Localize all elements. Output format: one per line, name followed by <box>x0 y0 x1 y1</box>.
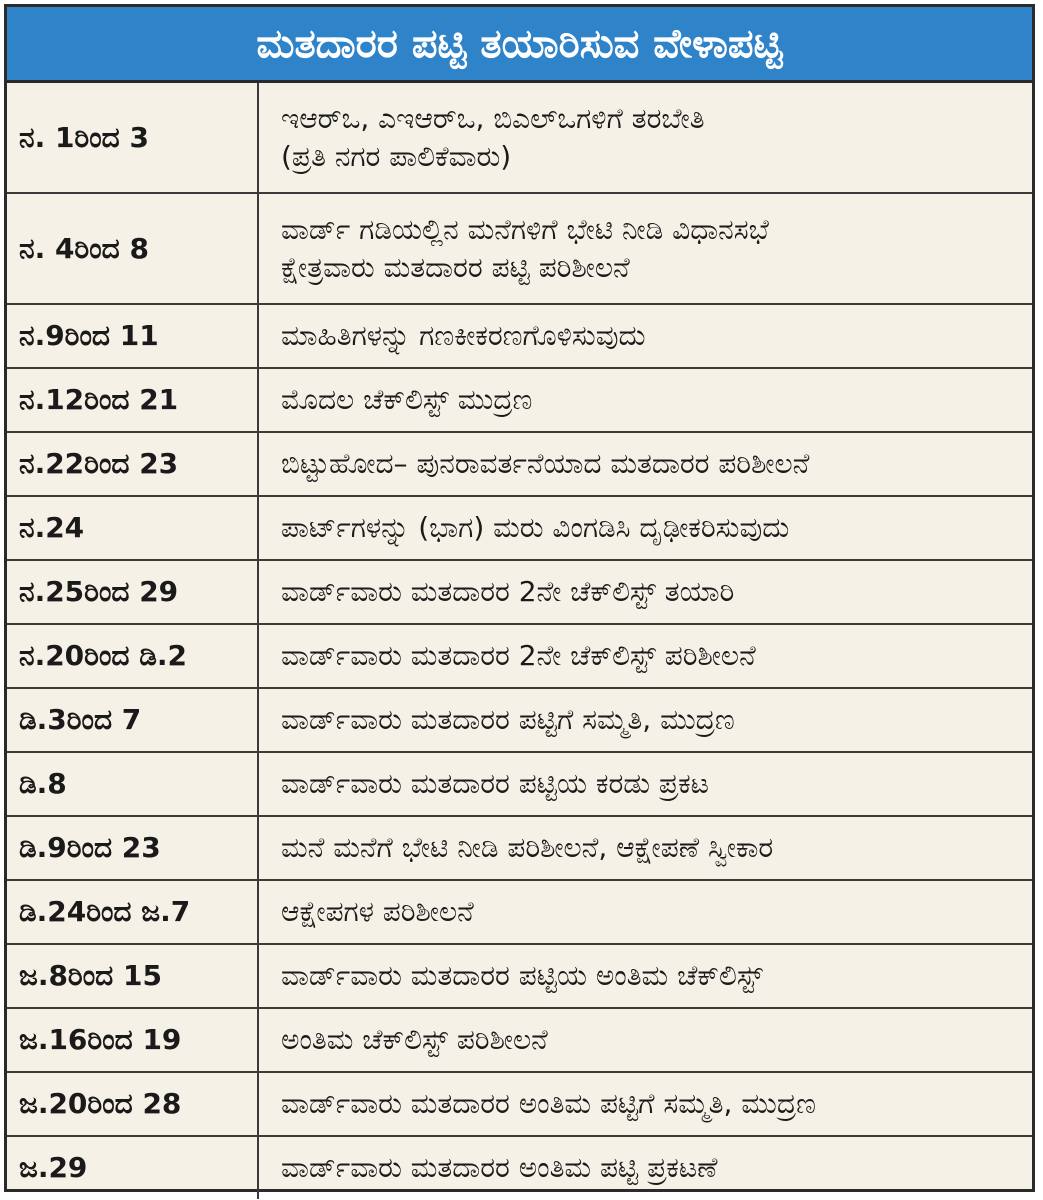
table-row <box>7 1072 1032 1136</box>
table-row <box>7 83 1032 193</box>
table-row <box>7 560 1032 624</box>
schedule-date: ಡಿ.9ರಿಂದ 23 <box>7 816 258 880</box>
schedule-date: ನ.12ರಿಂದ 21 <box>7 368 258 432</box>
table-row <box>7 496 1032 560</box>
schedule-date: ನ.25ರಿಂದ 29 <box>7 560 258 624</box>
table-row <box>7 193 1032 304</box>
schedule-task <box>258 1008 1032 1072</box>
schedule-task <box>258 368 1032 432</box>
schedule-task <box>258 752 1032 816</box>
schedule-date: ಡಿ.24ರಿಂದ ಜ.7 <box>7 880 258 944</box>
schedule-task <box>258 432 1032 496</box>
schedule-date: ಜ.20ರಿಂದ 28 <box>7 1072 258 1136</box>
table-row <box>7 1136 1032 1199</box>
schedule-task <box>258 496 1032 560</box>
schedule-task-line: ವಾರ್ಡ್‌ವಾರು ಮತದಾರರ ಪಟ್ಟಿಗೆ ಸಮ್ಮತಿ, ಮುದ್ರಣ <box>281 703 735 737</box>
schedule-date: ನ. 4ರಿಂದ 8 <box>7 193 258 304</box>
table-row <box>7 752 1032 816</box>
schedule-task-line: ವಾರ್ಡ್‌ವಾರು ಮತದಾರರ 2ನೇ ಚೆಕ್‌ಲಿಸ್ಟ್ ಪರಿಶೀಲನೆ <box>281 639 756 673</box>
schedule-table <box>7 83 1032 1199</box>
schedule-task-line: ವಾರ್ಡ್‌ವಾರು ಮತದಾರರ ಪಟ್ಟಿಯ ಅಂತಿಮ ಚೆಕ್‌ಲಿಸ್ಟ್ <box>281 959 763 993</box>
schedule-task-line: ಬಿಟ್ಟುಹೋದ– ಪುನರಾವರ್ತನೆಯಾದ ಮತದಾರರ ಪರಿಶೀಲನೆ <box>281 447 810 481</box>
schedule-task <box>258 688 1032 752</box>
schedule-task <box>258 304 1032 368</box>
schedule-task <box>258 193 1032 304</box>
table-row <box>7 368 1032 432</box>
schedule-task-line: ಮನೆ ಮನೆಗೆ ಭೇಟಿ ನೀಡಿ ಪರಿಶೀಲನೆ, ಆಕ್ಷೇಪಣೆ ಸ್ವೀಕಾರ <box>281 831 774 865</box>
schedule-task <box>258 624 1032 688</box>
schedule-date: ಜ.29 <box>7 1136 258 1199</box>
schedule-task-line: ಕ್ಷೇತ್ರವಾರು ಮತದಾರರ ಪಟ್ಟಿ ಪರಿಶೀಲನೆ <box>281 250 630 284</box>
schedule-task <box>258 816 1032 880</box>
schedule-task <box>258 1136 1032 1199</box>
table-row <box>7 944 1032 1008</box>
schedule-task-line: ವಾರ್ಡ್ ಗಡಿಯಲ್ಲಿನ ಮನೆಗಳಿಗೆ ಭೇಟಿ ನೀಡಿ ವಿಧಾನಸಭೆ <box>281 212 769 246</box>
schedule-task-line: ವಾರ್ಡ್‌ವಾರು ಮತದಾರರ ಅಂತಿಮ ಪಟ್ಟಿ ಪ್ರಕಟಣೆ <box>281 1151 718 1185</box>
table-row <box>7 624 1032 688</box>
schedule-task-line: ವಾರ್ಡ್‌ವಾರು ಮತದಾರರ 2ನೇ ಚೆಕ್‌ಲಿಸ್ಟ್ ತಯಾರಿ <box>281 575 735 609</box>
schedule-task <box>258 1072 1032 1136</box>
schedule-title: ಮತದಾರರ ಪಟ್ಟಿ ತಯಾರಿಸುವ ವೇಳಾಪಟ್ಟಿ <box>7 7 1032 83</box>
table-row <box>7 432 1032 496</box>
schedule-task-line: ಪಾರ್ಟ್‌ಗಳನ್ನು (ಭಾಗ) ಮರು ವಿಂಗಡಿಸಿ ದೃಢೀಕರಿಸುವುದು <box>281 511 790 545</box>
schedule-task-line: ಮಾಹಿತಿಗಳನ್ನು ಗಣಕೀಕರಣಗೊಳಿಸುವುದು <box>281 319 646 353</box>
schedule-date: ನ.22ರಿಂದ 23 <box>7 432 258 496</box>
schedule-task-line: ವಾರ್ಡ್‌ವಾರು ಮತದಾರರ ಪಟ್ಟಿಯ ಕರಡು ಪ್ರಕಟ <box>281 767 709 801</box>
schedule-table-body <box>7 83 1032 1199</box>
schedule-task-line: ಇಆರ್‌ಒ, ಎಇಆರ್‌ಒ, ಬಿಎಲ್‌ಒಗಳಿಗೆ ತರಬೇತಿ <box>281 101 705 135</box>
schedule-date: ಡಿ.8 <box>7 752 258 816</box>
schedule-date: ಡಿ.3ರಿಂದ 7 <box>7 688 258 752</box>
table-row <box>7 816 1032 880</box>
table-row <box>7 1008 1032 1072</box>
schedule-panel <box>4 4 1035 1192</box>
schedule-date: ಜ.16ರಿಂದ 19 <box>7 1008 258 1072</box>
schedule-task-line: (ಪ್ರತಿ ನಗರ ಪಾಲಿಕೆವಾರು) <box>281 139 512 173</box>
table-row <box>7 304 1032 368</box>
schedule-date: ನ.24 <box>7 496 258 560</box>
table-row <box>7 880 1032 944</box>
schedule-task-line: ವಾರ್ಡ್‌ವಾರು ಮತದಾರರ ಅಂತಿಮ ಪಟ್ಟಿಗೆ ಸಮ್ಮತಿ, ಮುದ್ರಣ <box>281 1087 817 1121</box>
schedule-date: ನ. 1ರಿಂದ 3 <box>7 83 258 193</box>
table-row <box>7 688 1032 752</box>
schedule-task <box>258 880 1032 944</box>
schedule-task-line: ಮೊದಲ ಚೆಕ್‌ಲಿಸ್ಟ್ ಮುದ್ರಣ <box>281 383 533 417</box>
schedule-date: ನ.9ರಿಂದ 11 <box>7 304 258 368</box>
schedule-date: ನ.20ರಿಂದ ಡಿ.2 <box>7 624 258 688</box>
schedule-date: ಜ.8ರಿಂದ 15 <box>7 944 258 1008</box>
schedule-task-line: ಅಂತಿಮ ಚೆಕ್‌ಲಿಸ್ಟ್ ಪರಿಶೀಲನೆ <box>281 1023 548 1057</box>
schedule-task <box>258 560 1032 624</box>
schedule-task <box>258 944 1032 1008</box>
schedule-task-line: ಆಕ್ಷೇಪಗಳ ಪರಿಶೀಲನೆ <box>281 895 474 929</box>
schedule-task <box>258 83 1032 193</box>
